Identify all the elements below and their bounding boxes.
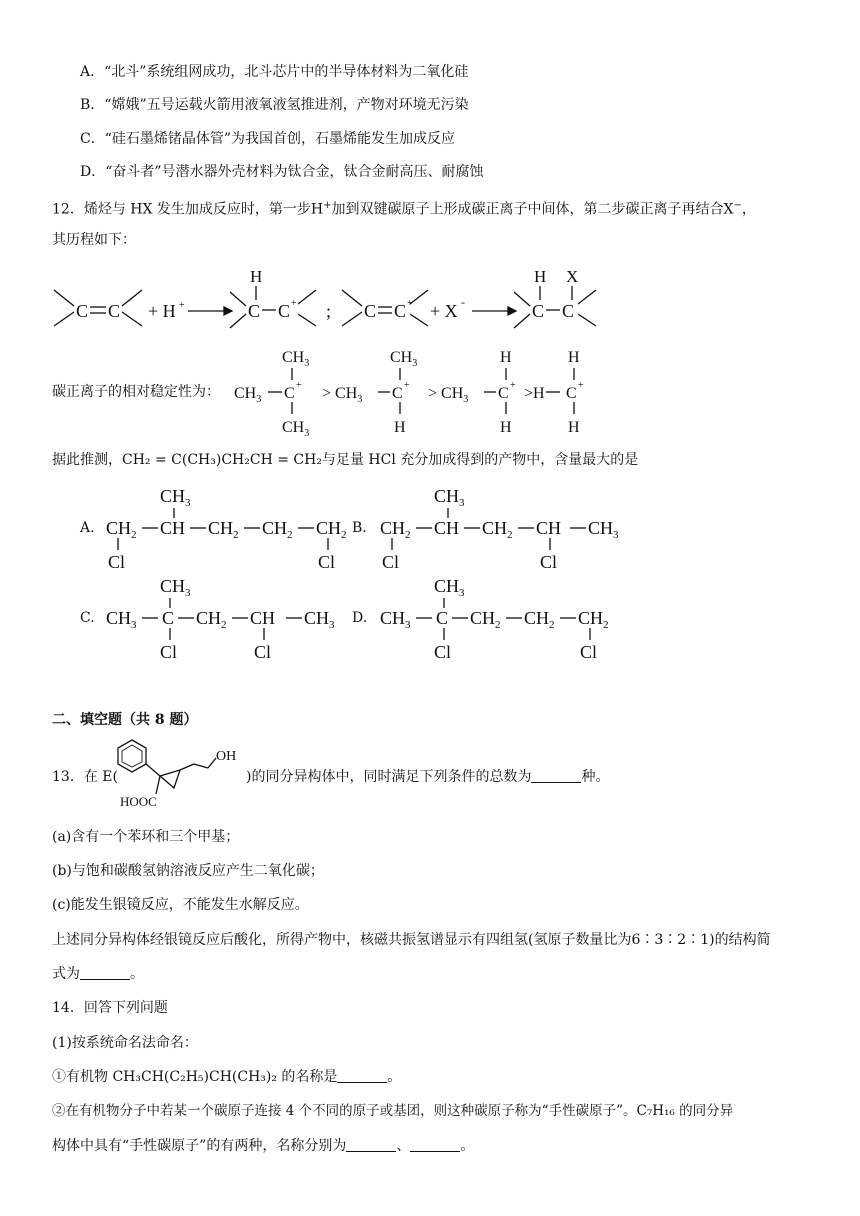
option-a-structure xyxy=(104,480,354,572)
q14-stem: 14．回答下列问题 xyxy=(52,1000,168,1016)
svg-text:Cl: Cl xyxy=(434,642,452,662)
svg-text:X: X xyxy=(566,267,579,286)
svg-text:C: C xyxy=(284,385,295,402)
svg-text:+: + xyxy=(578,380,584,391)
svg-text:H: H xyxy=(568,419,580,436)
svg-text:+ X: + X xyxy=(430,301,458,321)
q13-condition-a: (a)含有一个苯环和三个甲基； xyxy=(52,829,240,845)
svg-text:+: + xyxy=(291,298,297,309)
svg-text:-: - xyxy=(461,295,465,309)
option-d-label: D. xyxy=(352,610,368,626)
svg-text:CH: CH xyxy=(160,518,186,538)
svg-text:+: + xyxy=(407,298,413,309)
q12-stem-line2: 其历程如下： xyxy=(52,232,136,248)
svg-text:CH3: $CH_3$ xyxy=(588,518,619,541)
svg-text:CH3: $CH_3$ xyxy=(160,576,191,599)
svg-text:CH3: $CH_3$ xyxy=(434,576,465,599)
svg-text:C: C xyxy=(76,301,89,321)
svg-text:+: + xyxy=(404,380,410,391)
svg-text:CH: CH xyxy=(536,518,562,538)
q14-item2: ②在有机物分子中若某一个碳原子连接 4 个不同的原子或基团，则这种碳原子称为“手性碳原子”。C₇H₁₆ 的同分异 xyxy=(52,1103,734,1119)
svg-text:H: H xyxy=(500,349,512,366)
svg-text:CH2: $CH_2$ xyxy=(380,518,411,541)
q11-option-b: B．“嫦娥”五号运载火箭用液氧液氢推进剂，产物对环境无污染 xyxy=(80,97,469,113)
svg-text:CH: CH xyxy=(434,518,460,538)
svg-text:;: ; xyxy=(326,301,332,321)
q13-condition-c: (c)能发生银镜反应，不能发生水解反应。 xyxy=(52,897,309,913)
option-a-label: A. xyxy=(80,520,95,536)
svg-text:CH2: $CH_2$ xyxy=(196,608,227,631)
q14-chiral-blank-2[interactable] xyxy=(410,1137,460,1152)
svg-text:CH2: $CH_2$ xyxy=(578,608,609,631)
q14-item1: ①有机物 CH₃CH(C₂H₅)CH(CH₃)₂ 的名称是 。 xyxy=(52,1069,402,1085)
q13-condition-b: (b)与饱和碳酸氢钠溶液反应产生二氧化碳； xyxy=(52,863,324,879)
option-b-structure xyxy=(378,480,628,572)
q11-option-d: D．“奋斗者”号潜水器外壳材料为钛合金，钛合金耐高压、耐腐蚀 xyxy=(80,164,484,180)
option-d-structure xyxy=(378,570,628,664)
svg-text:OH: OH xyxy=(216,749,237,764)
svg-text:C: C xyxy=(392,385,403,402)
svg-text:C: C xyxy=(394,301,407,321)
svg-text:Cl: Cl xyxy=(160,642,178,662)
q13-follow-up-line2: 式为 。 xyxy=(52,966,144,982)
option-c-label: C. xyxy=(80,610,95,626)
svg-text:C: C xyxy=(498,385,509,402)
q13-answer-blank[interactable] xyxy=(531,768,581,783)
compound-e-structure xyxy=(116,736,246,810)
q12-inference: 据此推测，CH₂ = C(CH₃)CH₂CH = CH₂与足量 HCl 充分加成得到的产物中，含量最大的是 xyxy=(52,452,639,468)
q14-name-blank[interactable] xyxy=(337,1068,387,1083)
svg-text:C: C xyxy=(108,301,121,321)
svg-text:CH2: $CH_2$ xyxy=(262,518,293,541)
svg-text:> CH3: > $CH_3$ xyxy=(428,385,469,405)
svg-text:>H: >H xyxy=(524,385,545,402)
svg-text:H: H xyxy=(500,419,512,436)
svg-text:C: C xyxy=(562,301,575,321)
svg-text:CH3: $CH_3$ xyxy=(160,486,191,509)
svg-text:H: H xyxy=(568,349,580,366)
svg-text:CH3: $CH_3$ xyxy=(106,608,137,631)
svg-text:C: C xyxy=(436,608,449,628)
svg-text:C: C xyxy=(162,608,175,628)
svg-text:C: C xyxy=(532,301,545,321)
svg-text:CH3: $CH_3$ xyxy=(380,608,411,631)
svg-text:H: H xyxy=(250,267,263,286)
svg-text:C: C xyxy=(278,301,291,321)
q13-stem-end: )的同分异构体中，同时满足下列条件的总数为 种。 xyxy=(246,769,610,785)
mechanism-scheme xyxy=(48,262,608,342)
option-b-label: B. xyxy=(352,520,367,536)
q14-chiral-blank-1[interactable] xyxy=(346,1137,396,1152)
q13-follow-up: 上述同分异构体经银镜反应后酸化，所得产物中，核磁共振氢谱显示有四组氢(氢原子数量比为6∶3∶2∶1)的结构简 xyxy=(52,932,771,948)
svg-text:Cl: Cl xyxy=(318,552,336,572)
svg-text:CH2: $CH_2$ xyxy=(524,608,555,631)
hydrogen-ratio: 6∶3∶2∶1 xyxy=(631,932,710,948)
svg-text:Cl: Cl xyxy=(540,552,558,572)
svg-text:CH2: $CH_2$ xyxy=(482,518,513,541)
svg-text:H: H xyxy=(394,419,406,436)
svg-text:Cl: Cl xyxy=(254,642,272,662)
svg-text:CH2: $CH_2$ xyxy=(106,518,137,541)
svg-text:+ H: + H xyxy=(148,301,176,321)
svg-text:CH: CH xyxy=(250,608,276,628)
svg-text:CH2: $CH_2$ xyxy=(470,608,501,631)
carbocation-stability-order xyxy=(232,344,602,436)
svg-text:C: C xyxy=(248,301,261,321)
svg-text:CH3: $CH_3$ xyxy=(282,419,310,436)
item1-formula: CH₃CH(C₂H₅)CH(CH₃)₂ xyxy=(112,1069,277,1085)
svg-text:+: + xyxy=(296,380,302,391)
svg-text:C: C xyxy=(566,385,577,402)
reactant-formula: CH₂ = C(CH₃)CH₂CH = CH₂ xyxy=(122,452,322,468)
svg-text:Cl: Cl xyxy=(580,642,598,662)
svg-text:+: + xyxy=(179,300,185,311)
q11-option-a: A．“北斗”系统组网成功，北斗芯片中的半导体材料为二氧化硅 xyxy=(80,64,469,80)
svg-text:HOOC: HOOC xyxy=(120,794,157,809)
svg-text:+: + xyxy=(510,380,516,391)
stability-label: 碳正离子的相对稳定性为： xyxy=(52,384,220,400)
svg-text:Cl: Cl xyxy=(108,552,126,572)
svg-text:C: C xyxy=(364,301,377,321)
option-c-structure xyxy=(104,570,354,664)
q14-item2-line2: 构体中具有“手性碳原子”的有两种，名称分别为 、 。 xyxy=(52,1138,475,1154)
q12-stem: 12．烯烃与 HX 发生加成反应时，第一步H+加到双键碳原子上形成碳正离子中间体，第二步碳正离子再结合X−， xyxy=(52,200,756,218)
svg-text:CH3: $CH_3$ xyxy=(234,385,262,405)
svg-text:CH3: $CH_3$ xyxy=(434,486,465,509)
item2-formula: C₇H₁₆ xyxy=(636,1103,675,1119)
q14-sub1: (1)按系统命名法命名： xyxy=(52,1035,198,1051)
svg-text:CH3: $CH_3$ xyxy=(304,608,335,631)
q11-option-c: C．“硅石墨烯锗晶体管”为我国首创，石墨烯能发生加成反应 xyxy=(80,131,456,147)
svg-text:Cl: Cl xyxy=(382,552,400,572)
svg-text:CH2: $CH_2$ xyxy=(316,518,347,541)
svg-text:> CH3: > $CH_3$ xyxy=(322,385,363,405)
section-title: 二、填空题（共 8 题） xyxy=(52,712,198,728)
q13-structure-blank[interactable] xyxy=(80,965,130,980)
svg-text:CH2: $CH_2$ xyxy=(208,518,239,541)
svg-text:H: H xyxy=(534,267,547,286)
q13-stem-start: 13．在 E( xyxy=(52,769,118,785)
svg-text:CH3: $CH_3$ xyxy=(282,349,310,369)
svg-text:CH3: $CH_3$ xyxy=(390,349,418,369)
